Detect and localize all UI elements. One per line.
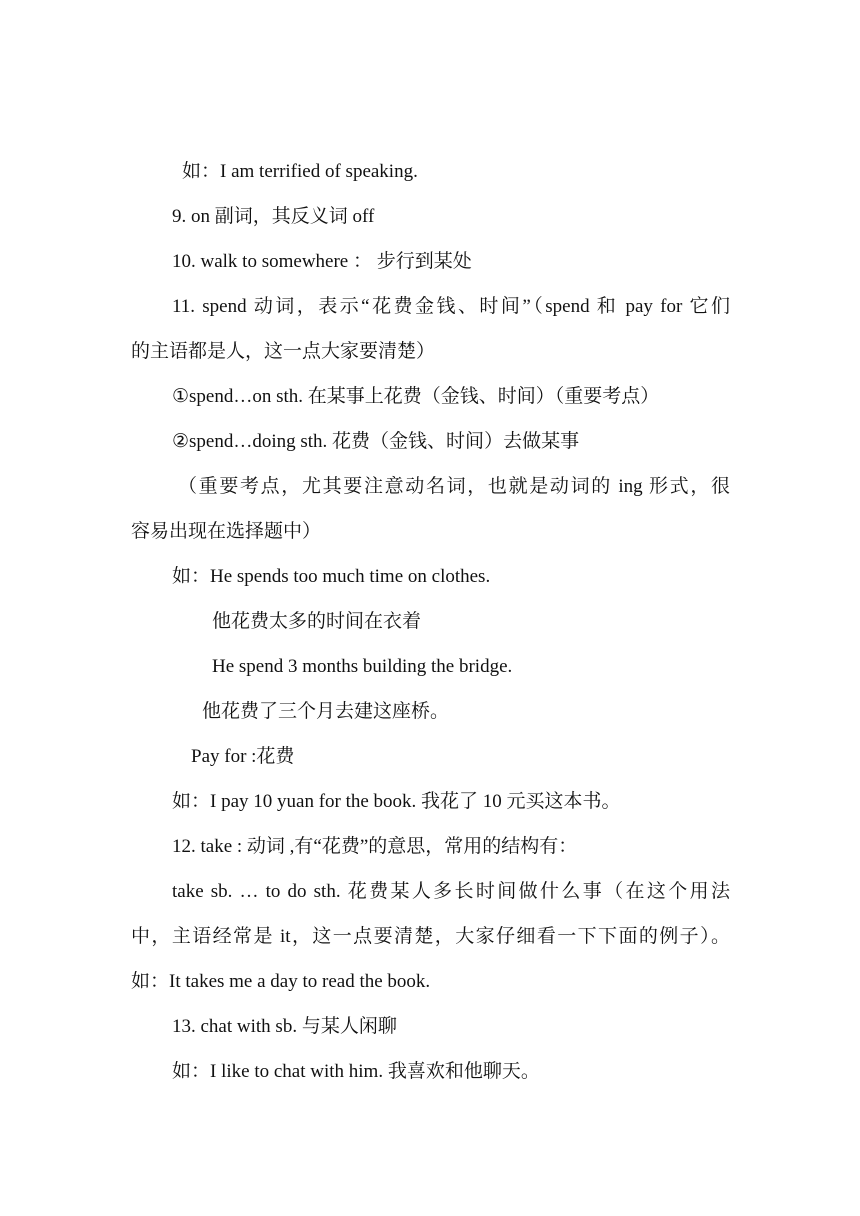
example-terrified: 如：I am terrified of speaking.	[182, 161, 418, 182]
take-structure-cont: 中，主语经常是 it，这一点要清楚，大家仔细看一下下面的例子）。	[131, 926, 730, 947]
example-chat-him: 如：I like to chat with him. 我喜欢和他聊天。	[172, 1061, 540, 1082]
item-10-walk: 10. walk to somewhere ： 步行到某处	[172, 251, 472, 272]
spend-doing-note-cont: 容易出现在选择题中）	[131, 521, 322, 542]
example-spends-clothes-translation: 他花费太多的时间在衣着	[212, 611, 422, 632]
example-spends-clothes: 如：He spends too much time on clothes.	[172, 566, 491, 587]
pay-for-definition: Pay for :花费	[191, 746, 295, 767]
example-takes-day: 如：It takes me a day to read the book.	[131, 971, 431, 992]
example-spend-bridge: He spend 3 months building the bridge.	[212, 656, 513, 677]
spend-doing-usage: ②spend…doing sth. 花费（金钱、时间）去做某事	[172, 431, 580, 452]
take-structure: take sb. … to do sth. 花费某人多长时间做什么事（在这个用法	[172, 881, 730, 902]
item-11-spend-cont: 的主语都是人，这一点大家要清楚）	[131, 341, 436, 362]
example-spend-bridge-translation: 他花费了三个月去建这座桥。	[202, 701, 450, 722]
item-13-chat: 13. chat with sb. 与某人闲聊	[172, 1016, 397, 1037]
spend-doing-note: （重要考点，尤其要注意动名词，也就是动词的 ing 形式，很	[178, 476, 730, 497]
item-9-on: 9. on 副词，其反义词 off	[172, 206, 375, 227]
spend-on-usage: ①spend…on sth. 在某事上花费（金钱、时间）（重要考点）	[172, 386, 660, 407]
example-pay-book: 如：I pay 10 yuan for the book. 我花了 10 元买这本书。	[172, 791, 621, 812]
item-11-spend: 11. spend 动词，表示“花费金钱、时间”（spend 和 pay for 它们	[172, 296, 730, 317]
item-12-take: 12. take : 动词 ,有“花费”的意思，常用的结构有：	[172, 836, 578, 857]
